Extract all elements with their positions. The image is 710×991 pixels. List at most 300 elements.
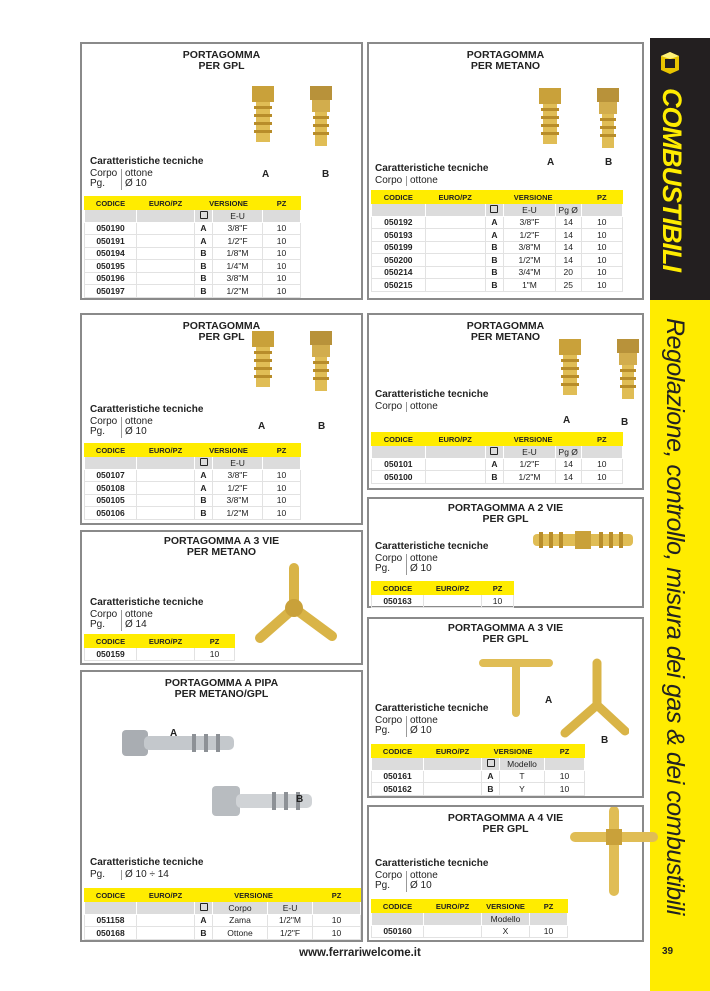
product-image-hex-hose-fittings xyxy=(539,335,669,420)
product-table xyxy=(371,581,514,608)
spec-row xyxy=(90,179,203,190)
table-cell: 3/8"M xyxy=(213,494,263,507)
table-cell: 10 xyxy=(581,216,622,229)
specs-heading: Caratteristiche tecniche xyxy=(375,389,489,400)
table-cell: 3/8"F xyxy=(213,469,263,482)
technical-specs xyxy=(375,390,488,412)
product-panel xyxy=(80,42,363,300)
column-header: CODICE xyxy=(85,444,137,457)
product-panel xyxy=(367,42,644,300)
spec-label: Corpo xyxy=(375,402,407,413)
category-title: COMBUSTIBILI xyxy=(657,88,687,271)
spec-row xyxy=(375,176,488,187)
column-header: VERSIONE xyxy=(485,433,581,446)
spec-value: Ø 10 xyxy=(125,426,147,437)
table-cell: 1/2"F xyxy=(213,235,263,248)
price-cell xyxy=(137,494,195,507)
column-header: EURO/PZ xyxy=(424,745,482,758)
product-title-line: PER GPL xyxy=(482,513,529,525)
spec-label: Pg. xyxy=(90,620,122,631)
table-cell: 10 xyxy=(263,247,301,260)
product-table xyxy=(84,196,301,298)
specs-heading: Caratteristiche tecniche xyxy=(90,404,204,415)
subheader-cell: E-U xyxy=(504,204,556,217)
product-panel xyxy=(367,805,644,942)
product-code: 050190 xyxy=(85,222,137,235)
table-header xyxy=(372,900,568,913)
product-title-line: PORTAGOMMA A 4 VIE xyxy=(447,812,564,824)
specs-heading: Caratteristiche tecniche xyxy=(375,163,489,174)
product-image-y-fitting xyxy=(252,560,342,655)
variant-label: B xyxy=(605,157,613,168)
table-cell: Zama xyxy=(213,914,268,927)
subheader-cell xyxy=(137,210,195,223)
table-cell: 10 xyxy=(263,507,301,520)
model-square-icon xyxy=(485,446,504,459)
technical-specs xyxy=(90,157,203,190)
specs-heading: Caratteristiche tecniche xyxy=(375,858,489,869)
product-code: 050215 xyxy=(372,279,426,292)
product-code: 050100 xyxy=(372,471,426,484)
table-cell: B xyxy=(195,507,213,520)
price-cell xyxy=(137,927,195,940)
column-header: EURO/PZ xyxy=(137,197,195,210)
model-square-icon xyxy=(195,210,213,223)
product-panel xyxy=(367,313,644,490)
subheader-cell xyxy=(263,457,301,470)
subheader-cell: Corpo xyxy=(213,902,268,915)
table-header xyxy=(372,191,623,204)
product-panel xyxy=(80,313,363,525)
table-subheader xyxy=(85,457,301,470)
product-title xyxy=(82,321,361,343)
table-cell: 14 xyxy=(555,471,581,484)
table-header xyxy=(372,582,514,595)
technical-specs xyxy=(375,164,488,186)
table-row xyxy=(372,279,623,292)
variant-label: B xyxy=(621,417,629,428)
table-cell: 10 xyxy=(195,648,235,661)
product-code: 050196 xyxy=(85,272,137,285)
spec-value: Ø 14 xyxy=(125,619,147,630)
product-title-line: PORTAGOMMA xyxy=(466,320,545,332)
spec-label: Pg. xyxy=(90,179,122,190)
price-cell xyxy=(425,458,485,471)
table-row xyxy=(85,507,301,520)
product-title-line: PER GPL xyxy=(198,331,245,343)
spec-value: Ø 10 xyxy=(410,880,432,891)
table-cell: 10 xyxy=(263,260,301,273)
product-panel xyxy=(80,670,363,942)
price-cell xyxy=(424,925,482,938)
table-row xyxy=(85,482,301,495)
product-panel xyxy=(367,497,644,608)
spec-value: Ø 10 xyxy=(410,563,432,574)
table-cell: 14 xyxy=(555,216,581,229)
table-cell: 10 xyxy=(581,241,622,254)
product-panel xyxy=(80,530,363,665)
product-code: 051158 xyxy=(85,914,137,927)
subheader-cell xyxy=(85,457,137,470)
column-header: CODICE xyxy=(372,745,424,758)
column-header: VERSIONE xyxy=(482,900,530,913)
table-row xyxy=(372,770,585,783)
spec-label: Corpo xyxy=(90,169,122,180)
column-header: PZ xyxy=(263,197,301,210)
subheader-cell xyxy=(424,913,482,926)
subheader-cell: Pg Ø xyxy=(555,446,581,459)
product-image-hex-hose-fittings xyxy=(519,84,649,169)
specs-heading: Caratteristiche tecniche xyxy=(90,857,204,868)
product-code: 050108 xyxy=(85,482,137,495)
product-table xyxy=(84,443,301,520)
product-code: 050194 xyxy=(85,247,137,260)
table-cell: 10 xyxy=(581,458,622,471)
table-cell: 10 xyxy=(313,914,361,927)
price-cell xyxy=(137,469,195,482)
table-row xyxy=(85,222,301,235)
product-code: 050107 xyxy=(85,469,137,482)
product-title xyxy=(369,623,642,645)
product-title xyxy=(369,503,642,525)
page-number: 39 xyxy=(662,946,674,957)
product-title-line: PORTAGOMMA A 2 VIE xyxy=(447,502,564,514)
subheader-cell xyxy=(425,204,485,217)
table-row xyxy=(372,254,623,267)
table-cell: 10 xyxy=(530,925,568,938)
subheader-cell xyxy=(372,446,426,459)
spec-row xyxy=(90,870,203,881)
column-header: VERSIONE xyxy=(195,889,313,902)
variant-label: A xyxy=(547,157,555,168)
subheader-cell xyxy=(372,758,424,771)
variant-label: B xyxy=(296,794,304,805)
product-code: 050168 xyxy=(85,927,137,940)
product-code: 050159 xyxy=(85,648,137,661)
spec-value: ottone xyxy=(125,415,153,427)
table-cell: 10 xyxy=(581,471,622,484)
table-row xyxy=(85,235,301,248)
table-cell: 10 xyxy=(581,229,622,242)
product-title-line: PER METANO xyxy=(470,60,541,72)
spec-value: ottone xyxy=(410,552,438,564)
spec-value: Ø 10 ÷ 14 xyxy=(125,868,169,880)
column-header: CODICE xyxy=(372,582,424,595)
price-cell xyxy=(425,471,485,484)
table-row xyxy=(85,247,301,260)
product-title-line: PORTAGOMMA xyxy=(182,320,261,332)
table-cell: 1/2"M xyxy=(213,507,263,520)
spec-label: Corpo xyxy=(375,554,407,565)
price-cell xyxy=(137,914,195,927)
table-cell: 1/2"M xyxy=(504,471,556,484)
table-cell: A xyxy=(195,914,213,927)
table-subheader xyxy=(372,913,568,926)
specs-heading: Caratteristiche tecniche xyxy=(375,541,489,552)
table-cell: 10 xyxy=(263,272,301,285)
column-header: EURO/PZ xyxy=(137,444,195,457)
product-title xyxy=(82,536,361,558)
technical-specs xyxy=(90,598,203,631)
table-row xyxy=(372,458,623,471)
table-row xyxy=(372,471,623,484)
column-header: PZ xyxy=(530,900,568,913)
table-header xyxy=(85,197,301,210)
subheader-cell: Modello xyxy=(482,913,530,926)
table-row xyxy=(85,914,361,927)
model-square-icon xyxy=(482,758,500,771)
product-image-hex-hose-fittings xyxy=(232,82,362,167)
table-cell: 1/2"M xyxy=(504,254,556,267)
column-header: EURO/PZ xyxy=(425,433,485,446)
spec-label: Corpo xyxy=(90,610,122,621)
product-code: 050200 xyxy=(372,254,426,267)
column-header: VERSIONE xyxy=(195,197,263,210)
spec-row xyxy=(375,564,488,575)
table-cell: 1/8"M xyxy=(213,247,263,260)
column-header: CODICE xyxy=(372,433,426,446)
variant-label: B xyxy=(601,735,609,746)
column-header: CODICE xyxy=(85,889,137,902)
subheader-cell xyxy=(581,204,622,217)
specs-heading: Caratteristiche tecniche xyxy=(90,156,204,167)
price-cell xyxy=(137,247,195,260)
model-square-icon xyxy=(195,457,213,470)
category-subtitle: Regolazione, controllo, misura dei gas & dei combustibili xyxy=(661,318,689,915)
column-header: CODICE xyxy=(85,635,137,648)
product-code: 050160 xyxy=(372,925,424,938)
table-row xyxy=(372,229,623,242)
table-cell: 10 xyxy=(263,469,301,482)
subheader-cell xyxy=(425,446,485,459)
price-cell xyxy=(137,235,195,248)
table-cell: 10 xyxy=(482,595,514,608)
table-cell: 10 xyxy=(263,482,301,495)
price-cell xyxy=(424,595,482,608)
subheader-cell xyxy=(530,913,568,926)
variant-label: A xyxy=(258,421,266,432)
table-cell: X xyxy=(482,925,530,938)
table-subheader xyxy=(85,210,301,223)
table-cell: 10 xyxy=(581,254,622,267)
table-subheader xyxy=(85,902,361,915)
product-table xyxy=(371,899,568,938)
table-cell: 3/8"F xyxy=(213,222,263,235)
subheader-cell xyxy=(313,902,361,915)
price-cell xyxy=(425,254,485,267)
table-cell: 10 xyxy=(263,494,301,507)
table-header xyxy=(85,444,301,457)
column-header: EURO/PZ xyxy=(424,900,482,913)
subheader-cell: Pg Ø xyxy=(555,204,581,217)
product-code: 050101 xyxy=(372,458,426,471)
table-cell: A xyxy=(482,770,500,783)
table-cell: B xyxy=(485,241,504,254)
table-cell: A xyxy=(485,229,504,242)
table-cell: B xyxy=(482,783,500,796)
table-cell: 1/2"F xyxy=(268,927,313,940)
spec-row xyxy=(375,726,488,737)
product-code: 050197 xyxy=(85,285,137,298)
spec-value: ottone xyxy=(410,400,438,412)
table-cell: 10 xyxy=(263,222,301,235)
table-cell: 20 xyxy=(555,266,581,279)
website-link[interactable]: www.ferrariwelcome.it xyxy=(299,947,421,959)
technical-specs xyxy=(375,704,488,737)
subheader-cell: E-U xyxy=(268,902,313,915)
spec-label: Corpo xyxy=(90,417,122,428)
variant-label: A xyxy=(545,695,553,706)
product-code: 050191 xyxy=(85,235,137,248)
price-cell xyxy=(425,229,485,242)
variant-label: B xyxy=(322,169,330,180)
model-square-icon xyxy=(485,204,504,217)
table-cell: B xyxy=(485,471,504,484)
subheader-cell: E-U xyxy=(504,446,556,459)
table-cell: 3/8"M xyxy=(213,272,263,285)
table-row xyxy=(85,272,301,285)
column-header: PZ xyxy=(313,889,361,902)
table-cell: 10 xyxy=(545,770,585,783)
table-row xyxy=(372,266,623,279)
table-subheader xyxy=(372,204,623,217)
table-cell: 10 xyxy=(581,279,622,292)
spec-label: Pg. xyxy=(375,881,407,892)
subheader-cell xyxy=(424,758,482,771)
table-cell: 25 xyxy=(555,279,581,292)
table-row xyxy=(85,494,301,507)
column-header: PZ xyxy=(545,745,585,758)
price-cell xyxy=(137,272,195,285)
table-header xyxy=(372,745,585,758)
table-cell: 14 xyxy=(555,458,581,471)
specs-heading: Caratteristiche tecniche xyxy=(90,597,204,608)
spec-row xyxy=(90,620,203,631)
product-title-line: PORTAGOMMA A 3 VIE xyxy=(447,622,564,634)
product-code: 050192 xyxy=(372,216,426,229)
table-subheader xyxy=(372,758,585,771)
price-cell xyxy=(137,222,195,235)
product-table xyxy=(371,744,585,796)
column-header: PZ xyxy=(581,433,622,446)
variant-label: B xyxy=(318,421,326,432)
table-row xyxy=(85,260,301,273)
column-header: VERSIONE xyxy=(485,191,581,204)
table-cell: 10 xyxy=(263,285,301,298)
column-header: EURO/PZ xyxy=(425,191,485,204)
column-header: CODICE xyxy=(372,900,424,913)
product-title xyxy=(82,678,361,700)
table-cell: B xyxy=(485,279,504,292)
table-row xyxy=(85,285,301,298)
table-cell: 14 xyxy=(555,254,581,267)
spec-value: ottone xyxy=(410,714,438,726)
subheader-cell: E-U xyxy=(213,210,263,223)
subheader-cell: Modello xyxy=(500,758,545,771)
table-cell: 3/8"M xyxy=(504,241,556,254)
product-table xyxy=(84,888,361,940)
table-row xyxy=(372,216,623,229)
product-title-line: PORTAGOMMA A 3 VIE xyxy=(163,535,280,547)
price-cell xyxy=(425,216,485,229)
table-cell: B xyxy=(485,266,504,279)
product-code: 050214 xyxy=(372,266,426,279)
product-title-line: PER METANO/GPL xyxy=(174,688,269,700)
table-row xyxy=(372,241,623,254)
table-cell: B xyxy=(195,260,213,273)
table-row xyxy=(372,595,514,608)
spec-label: Pg. xyxy=(90,870,122,881)
spec-row xyxy=(90,427,203,438)
table-cell: 3/8"F xyxy=(504,216,556,229)
table-header xyxy=(85,889,361,902)
technical-specs xyxy=(375,859,488,892)
spec-value: Ø 10 xyxy=(125,178,147,189)
table-cell: 1"M xyxy=(504,279,556,292)
subheader-cell xyxy=(372,204,426,217)
product-image-pipe-fittings xyxy=(92,722,322,847)
product-code: 050105 xyxy=(85,494,137,507)
spec-label: Pg. xyxy=(375,726,407,737)
column-header: PZ xyxy=(195,635,235,648)
column-header: EURO/PZ xyxy=(137,889,195,902)
product-title-line: PER METANO xyxy=(186,546,257,558)
table-subheader xyxy=(372,446,623,459)
product-title-line: PORTAGOMMA xyxy=(182,49,261,61)
column-header: EURO/PZ xyxy=(137,635,195,648)
model-square-icon xyxy=(195,902,213,915)
table-cell: 14 xyxy=(555,241,581,254)
spec-value: ottone xyxy=(125,167,153,179)
column-header: VERSIONE xyxy=(482,745,545,758)
product-title-line: PER METANO xyxy=(470,331,541,343)
subheader-cell xyxy=(137,457,195,470)
price-cell xyxy=(137,260,195,273)
variant-label: A xyxy=(262,169,270,180)
price-cell xyxy=(137,648,195,661)
technical-specs xyxy=(90,405,203,438)
table-row xyxy=(85,648,235,661)
table-cell: 10 xyxy=(545,783,585,796)
table-cell: A xyxy=(195,222,213,235)
price-cell xyxy=(137,507,195,520)
spec-label: Corpo xyxy=(375,871,407,882)
table-row xyxy=(85,469,301,482)
table-cell: B xyxy=(195,285,213,298)
table-header xyxy=(372,433,623,446)
specs-heading: Caratteristiche tecniche xyxy=(375,703,489,714)
spec-label: Pg. xyxy=(375,564,407,575)
product-code: 050163 xyxy=(372,595,424,608)
price-cell xyxy=(424,783,482,796)
spec-label: Corpo xyxy=(375,716,407,727)
variant-label: A xyxy=(563,415,571,426)
brass-fitting-icon xyxy=(658,50,682,76)
table-cell: A xyxy=(195,235,213,248)
table-cell: 1/2"F xyxy=(504,458,556,471)
product-image-straight-fitting xyxy=(529,527,639,558)
subheader-cell xyxy=(263,210,301,223)
product-title-line: PER GPL xyxy=(482,823,529,835)
column-header: PZ xyxy=(263,444,301,457)
table-cell: B xyxy=(195,494,213,507)
table-cell: 3/4"M xyxy=(504,266,556,279)
table-cell: 1/2"M xyxy=(268,914,313,927)
table-cell: B xyxy=(485,254,504,267)
table-cell: 1/4"M xyxy=(213,260,263,273)
table-cell: T xyxy=(500,770,545,783)
price-cell xyxy=(425,266,485,279)
